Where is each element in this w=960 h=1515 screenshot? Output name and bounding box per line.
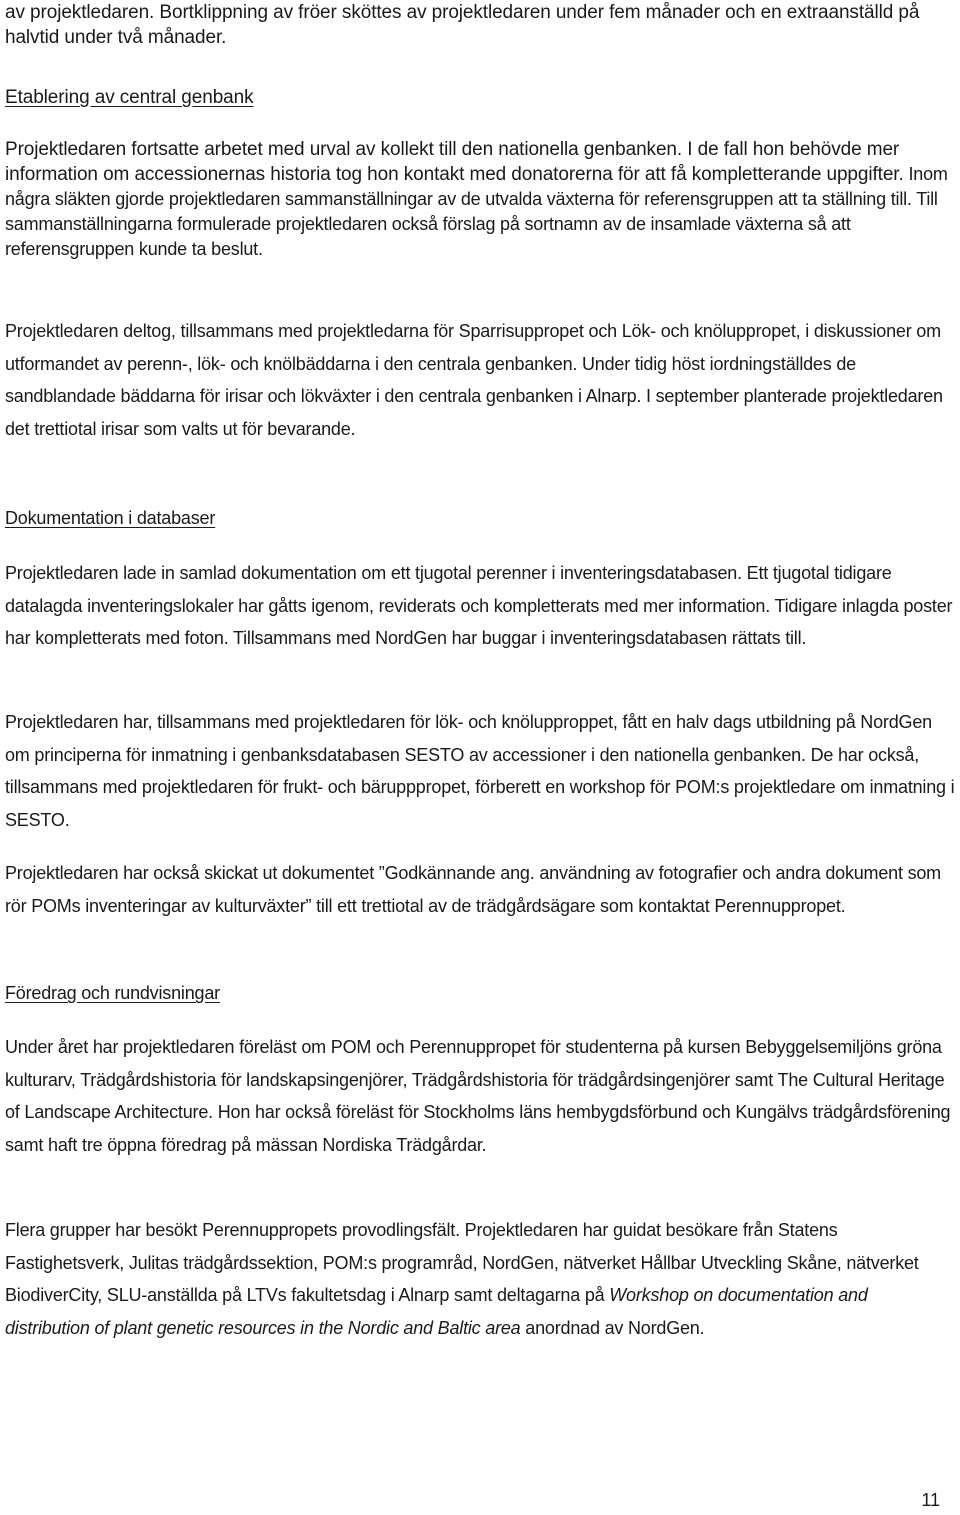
genbank-paragraph-1 xyxy=(5,137,955,262)
foredrag-paragraph-2 xyxy=(5,1214,955,1344)
section-heading-dokumentation: Dokumentation i databaser xyxy=(5,508,216,528)
dokumentation-paragraph-2: Projektledaren har, tillsammans med projektledaren för lök- och knölupproppet, fått en halv dags utbildning på NordGen om principerna för inmatning i genbanksdatabasen SESTO av accessioner i den nationella genbanken. De har också, tillsammans med projektledaren för frukt- och bärupppropet, förberett en workshop för POM:s projektledare om inmatning i SESTO. xyxy=(5,712,955,830)
intro-paragraph: av projektledaren. Bortklippning av fröer sköttes av projektledaren under fem månader och en extraanställd på halvtid under två månader. xyxy=(5,2,920,48)
foredrag-paragraph-1: Under året har projektledaren föreläst om POM och Perennuppropet för studenterna på kursen Bebyggelsemiljöns gröna kulturarv, Trädgårdshistoria för landskapsingenjörer, Trädgårdshistoria för trädgårdsingenjörer samt The Cultural Heritage of Landscape Architecture. Hon har också föreläst för Stockholms läns hembygdsförbund och Kungälvs trädgårdsförening samt haft tre öppna föredrag på mässan Nordiska Trädgårdar. xyxy=(5,1037,951,1155)
genbank-paragraph-2: Projektledaren deltog, tillsammans med projektledarna för Sparrisuppropet och Lök- och knöluppropet, i diskussioner om utformandet av perenn-, lök- och knölbäddarna i den centrala genbanken. Under tidig höst iordningställdes de sandblandade bäddarna för irisar och lökväxter i den centrala genbanken i Alnarp. I september planterade projektledaren det trettiotal irisar som valts ut för bevarande. xyxy=(5,321,943,439)
genbank-paragraph-1-start: Projektledaren fortsatte arbetet med urval av kollekt till den nationella genbanken. I de fall hon behövde mer information om accessionernas historia tog hon kontakt med donatorerna för att få kompletterande uppgifter. xyxy=(5,139,904,185)
foredrag-paragraph-2-start: Flera grupper har besökt Perennuppropets provodlingsfält. Projektledaren har guidat besökare från Statens Fastighetsverk, Julitas trädgårdssektion, POM:s programråd, NordGen, nätverket Hållbar Utveckling Skåne, nätverket BiodiverCity, SLU-anställda på LTVs fakultetsdag i Alnarp samt deltagarna på xyxy=(5,1220,919,1306)
workshop-title: Workshop on documentation and distribution of plant genetic resources in the Nordic and Baltic area xyxy=(5,1285,868,1338)
foredrag-paragraph-2-end: anordnad av NordGen. xyxy=(520,1317,705,1338)
dokumentation-paragraph-3: Projektledaren har också skickat ut dokumentet ”Godkännande ang. användning av fotografier och andra dokument som rör POMs inventeringar av kulturväxter” till ett trettiotal av de trädgårdsägare som kontaktat Perennuppropet. xyxy=(5,863,941,916)
section-heading-foredrag: Föredrag och rundvisningar xyxy=(5,983,220,1003)
section-heading-genbank: Etablering av central genbank xyxy=(5,87,254,108)
page-number: 11 xyxy=(921,1490,940,1510)
genbank-paragraph-1-rest: Inom några släkten gjorde projektledaren sammanställningar av de utvalda växterna för referensgruppen att ta ställning till. Till sammanställningarna formulerade projektledaren också förslag på sortnamn av de insamlade växterna så att referensgruppen kunde ta beslut. xyxy=(5,164,948,259)
dokumentation-paragraph-1: Projektledaren lade in samlad dokumentation om ett tjugotal perenner i inventeringsdatabasen. Ett tjugotal tidigare datalagda inventeringslokaler har gåtts igenom, reviderats och kompletterats med mer information. Tidigare inlagda poster har kompletterats med foton. Tillsammans med NordGen har buggar i inventeringsdatabasen rättats till. xyxy=(5,563,953,649)
